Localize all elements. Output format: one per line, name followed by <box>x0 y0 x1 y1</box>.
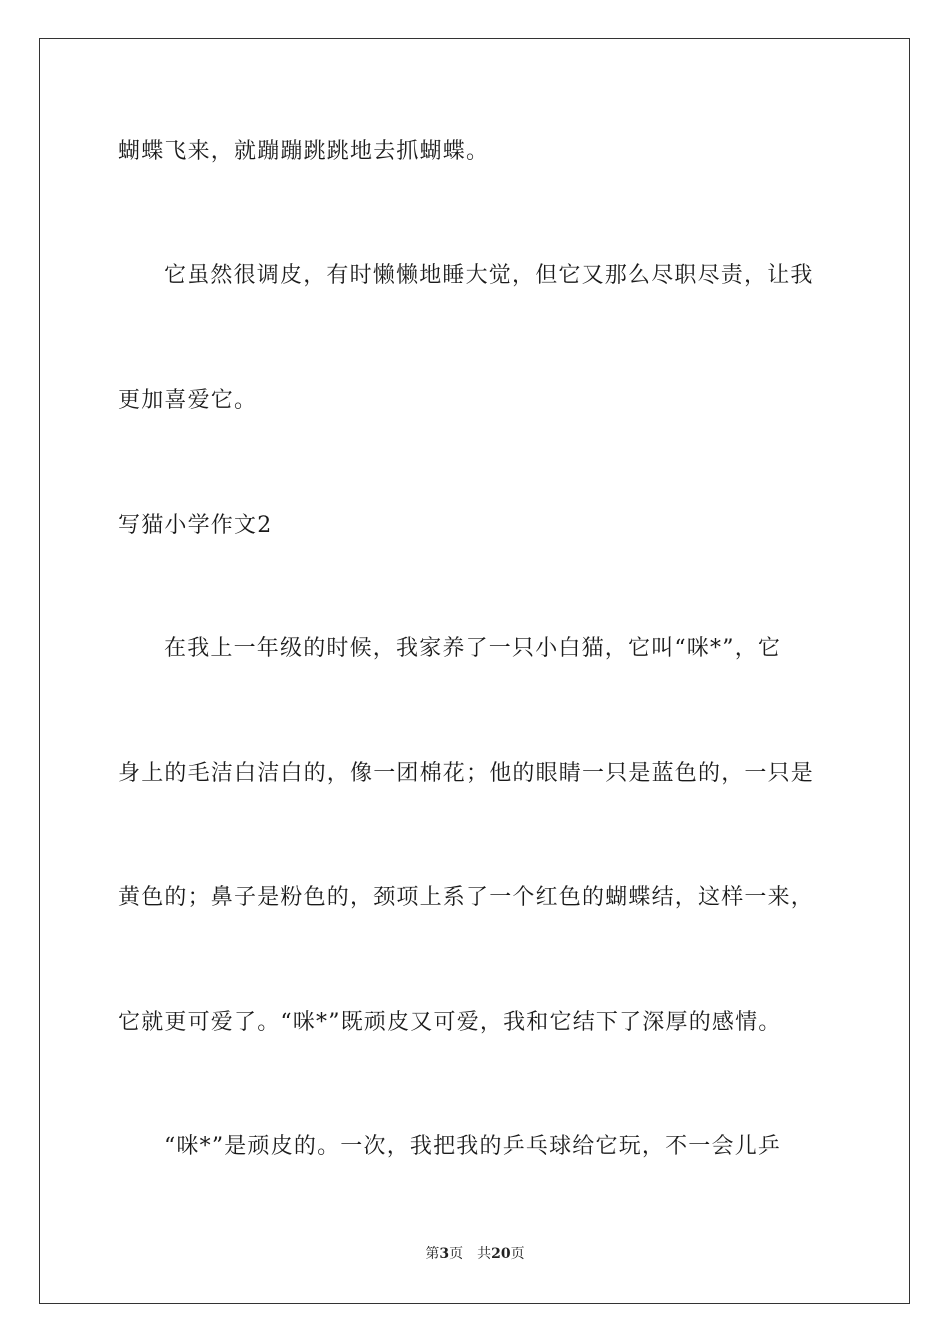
footer-page-total: 20 <box>491 1246 511 1262</box>
page-footer <box>0 1244 950 1264</box>
body-line-1: 蝴蝶飞来，就蹦蹦跳跳地去抓蝴蝶。 <box>118 139 490 164</box>
body-line-5: 身上的毛洁白洁白的，像一团棉花；他的眼睛一只是蓝色的，一只是 <box>118 761 815 786</box>
footer-total-suffix: 页 <box>510 1246 525 1262</box>
page-border <box>39 38 910 1304</box>
section-heading: 写猫小学作文2 <box>118 513 273 538</box>
body-line-4: 在我上一年级的时候，我家养了一只小白猫，它叫“咪*”，它 <box>164 636 782 661</box>
body-line-8: “咪*”是顽皮的。一次，我把我的乒乓球给它玩，不一会儿乒 <box>164 1134 782 1159</box>
footer-page-suffix: 页 <box>449 1246 464 1262</box>
footer-page-current: 3 <box>439 1246 450 1262</box>
footer-page-prefix: 第 <box>425 1246 440 1262</box>
body-line-6: 黄色的；鼻子是粉色的，颈项上系了一个红色的蝴蝶结，这样一来， <box>118 885 815 910</box>
body-line-7: 它就更可爱了。“咪*”既顽皮又可爱，我和它结下了深厚的感情。 <box>118 1010 782 1035</box>
body-line-3: 更加喜爱它。 <box>118 388 258 413</box>
footer-total-prefix: 共 <box>477 1246 492 1262</box>
body-line-2: 它虽然很调皮，有时懒懒地睡大觉，但它又那么尽职尽责，让我 <box>164 263 814 288</box>
